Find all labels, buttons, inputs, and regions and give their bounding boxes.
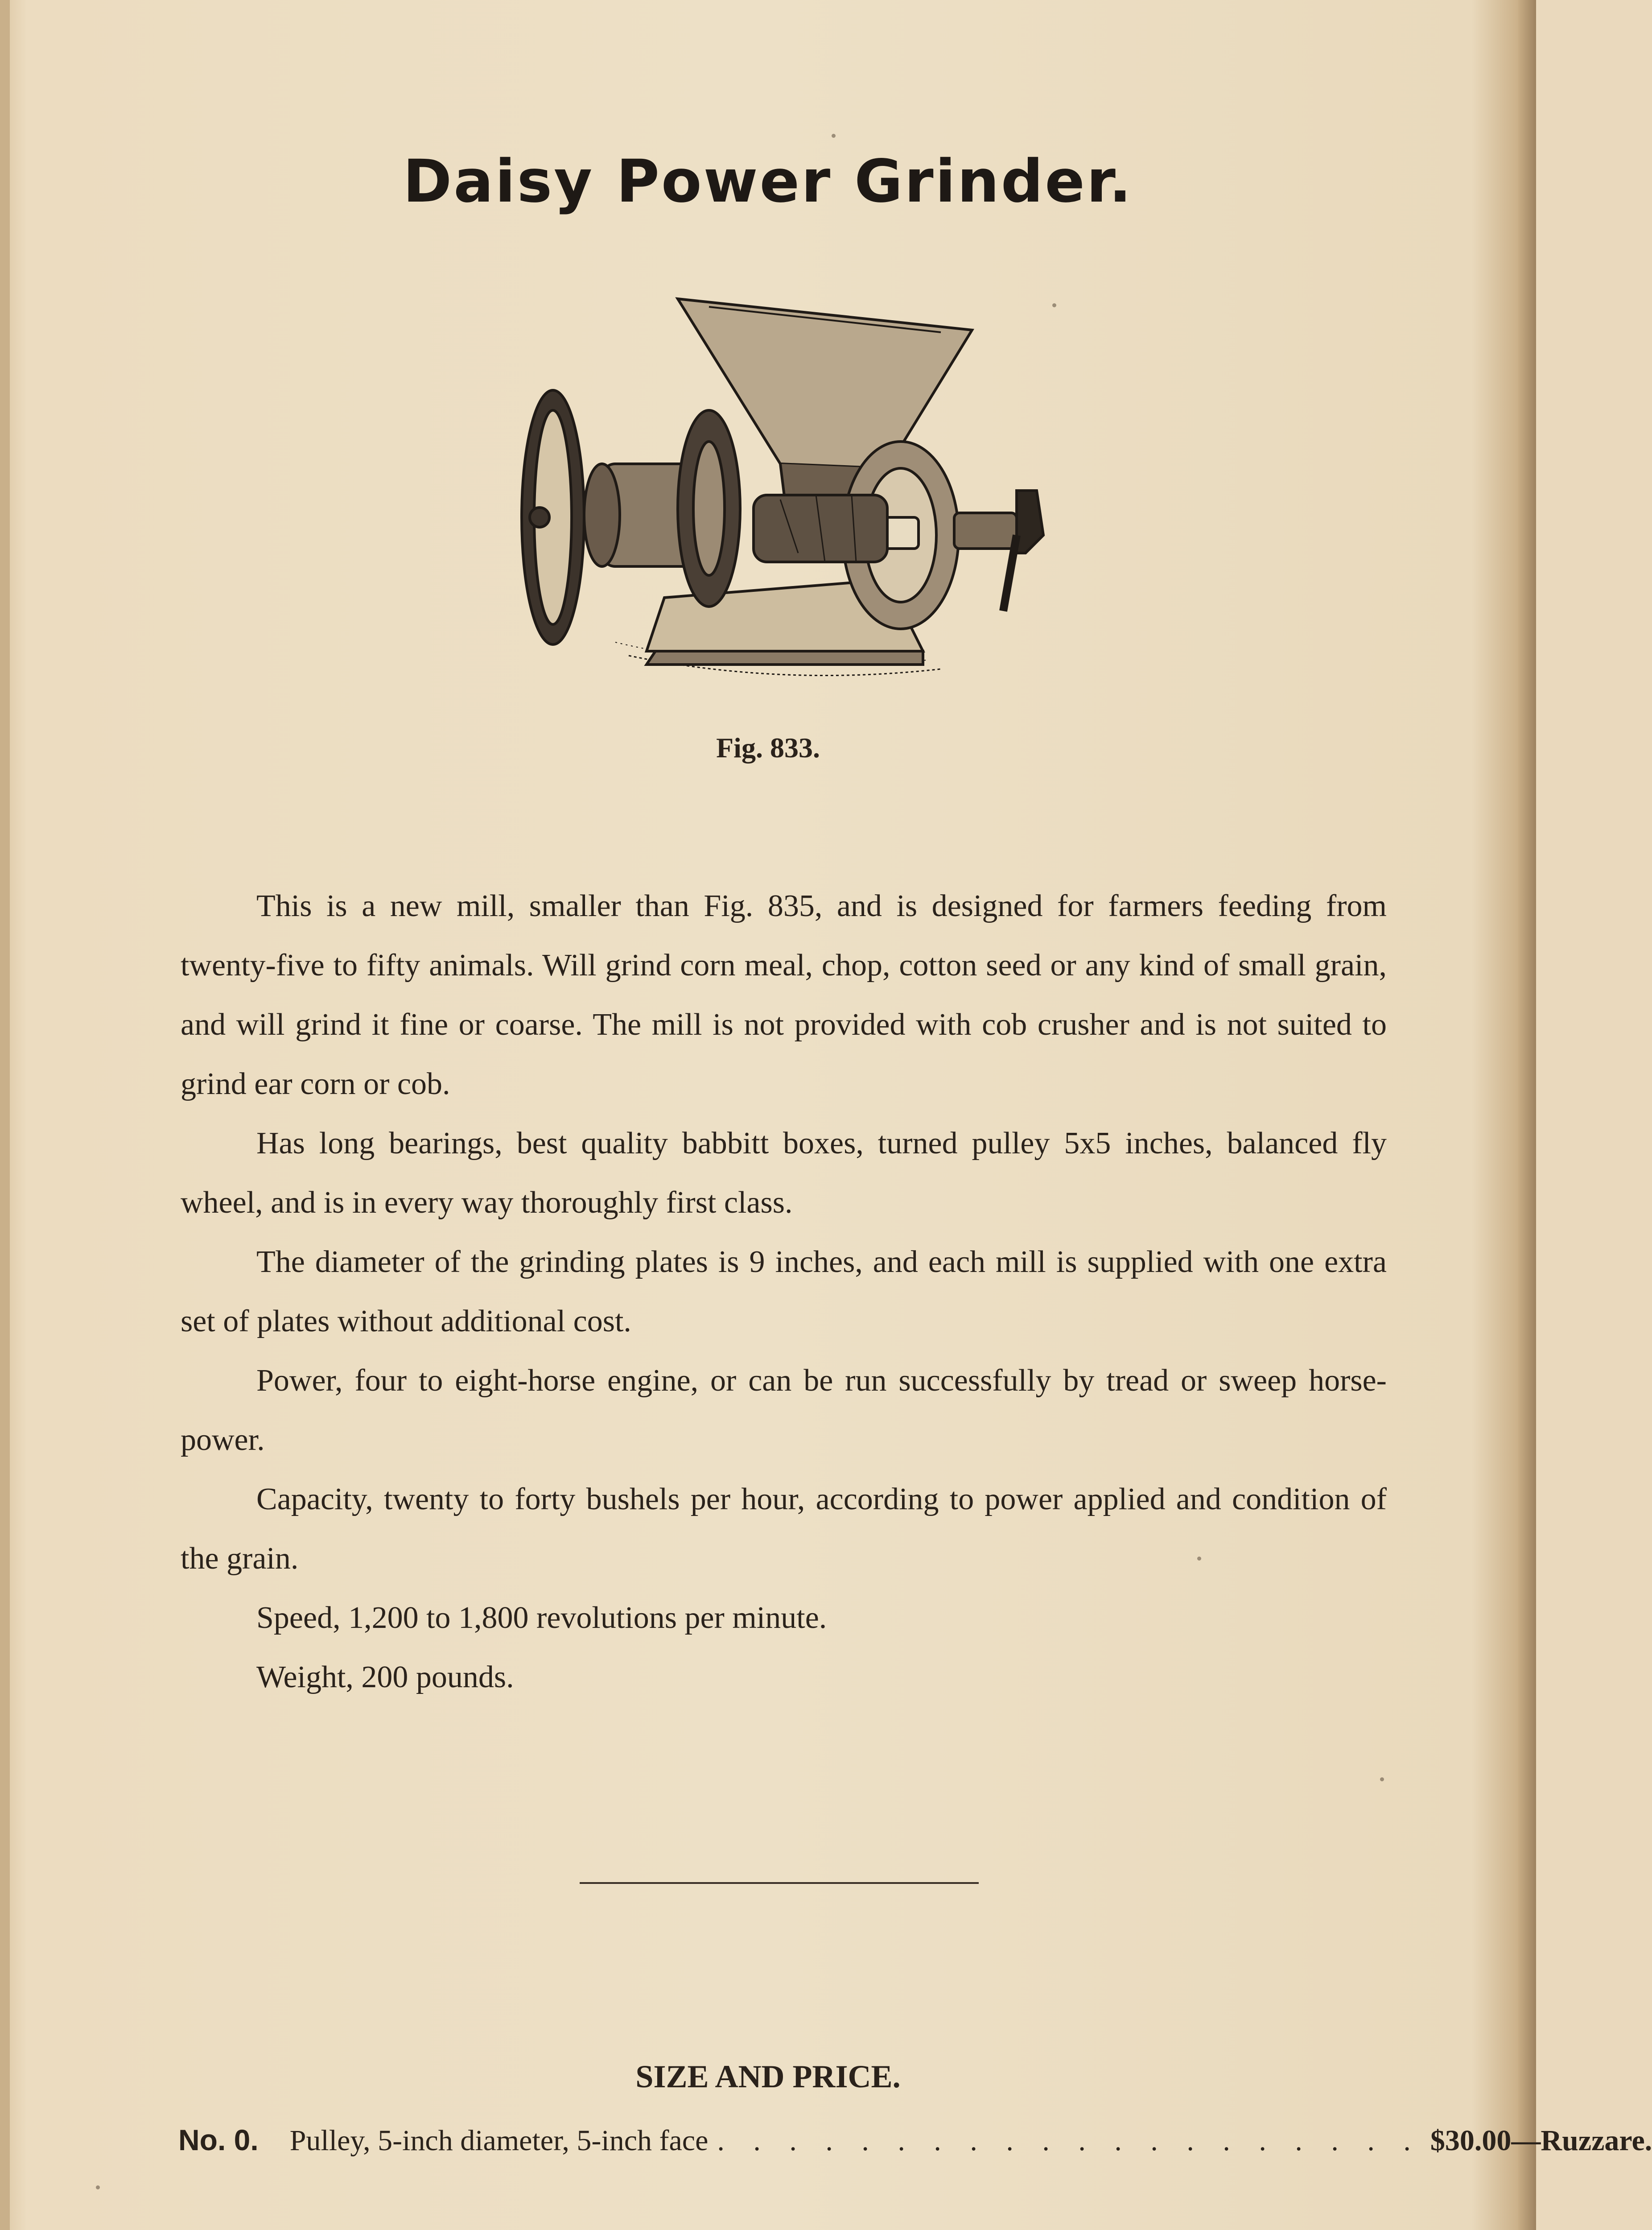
figure-caption: Fig. 833. <box>716 732 820 764</box>
model-price: $30.00—Ruzzare. <box>1430 2124 1652 2157</box>
paper-speck <box>1380 1777 1384 1781</box>
description-body <box>181 876 1387 1707</box>
paragraph-bearings: Has long bearings, best quality babbitt boxes, turned pulley 5x5 inches, balanced fly wheel, and is in every way thoroughly first class. <box>181 1126 1387 1220</box>
page-fore-edge <box>1518 0 1536 2230</box>
dot-leader: . . . . . . . . . . . . . . . . . . . . <box>717 2124 1421 2157</box>
paragraph-intro: This is a new mill, smaller than Fig. 835, and is designed for farmers feeding from twenty-five to fifty animals. Will grind corn meal, chop, cotton seed or any kind of small grain, and will grind it fine or coarse. The mill is not provided with cob crusher and is not suited to grind ear corn or cob. <box>181 889 1387 1101</box>
paragraph-weight: Weight, 200 pounds. <box>256 1660 514 1694</box>
paper-speck <box>96 2185 100 2189</box>
paragraph-speed: Speed, 1,200 to 1,800 revolutions per minute. <box>256 1601 827 1635</box>
paragraph-plates: The diameter of the grinding plates is 9 inches, and each mill is supplied with one extra set of plates without additional cost. <box>181 1245 1387 1338</box>
section-divider <box>580 1882 979 1884</box>
paper-speck <box>1052 303 1056 307</box>
model-description: Pulley, 5-inch diameter, 5-inch face <box>289 2124 709 2157</box>
paper-speck <box>832 134 836 138</box>
page-binding-edge <box>0 0 10 2230</box>
paragraph-capacity: Capacity, twenty to forty bushels per hour, according to power applied and condition of the grain. <box>181 1482 1387 1576</box>
paragraph-power: Power, four to eight-horse engine, or can be run successfully by tread or sweep horse-power. <box>181 1363 1387 1457</box>
grinding-mill-illustration <box>513 285 1061 700</box>
model-number: No. 0. <box>178 2123 259 2156</box>
size-price-heading: SIZE AND PRICE. <box>635 2059 901 2094</box>
paper-speck <box>1197 1557 1201 1561</box>
page-title: Daisy Power Grinder. <box>403 147 1133 216</box>
price-row <box>178 2123 1652 2168</box>
